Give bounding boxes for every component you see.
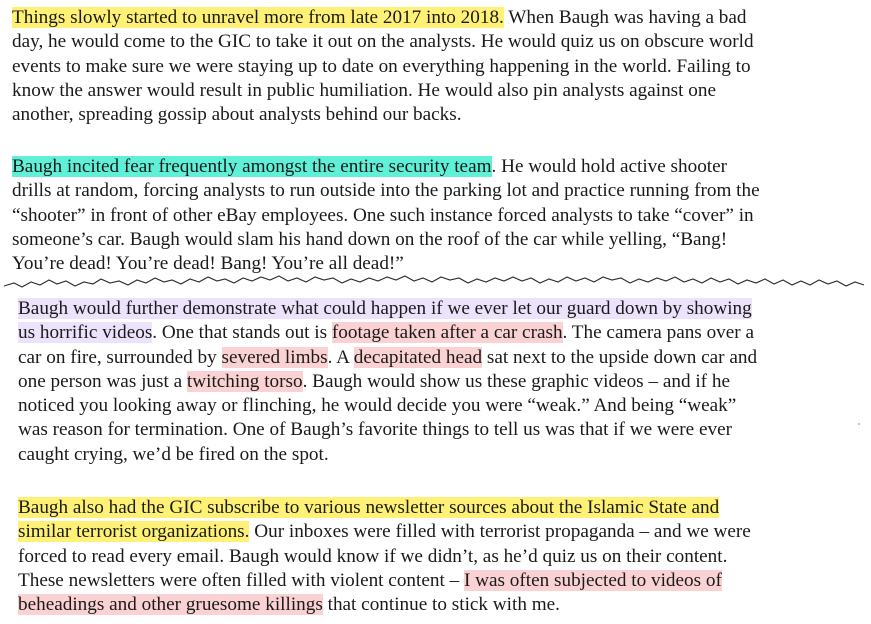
torn-edge-divider bbox=[0, 268, 871, 296]
scan-speck bbox=[858, 423, 860, 425]
text-run: . A bbox=[327, 346, 354, 368]
p3-line-1 bbox=[18, 297, 757, 321]
highlight-pink: I was often subjected to videos of bbox=[463, 569, 722, 591]
p2-line-4: someone’s car. Baugh would slam his hand down on the roof of the car while yelling, “Bang! bbox=[12, 228, 728, 250]
text-run: . The camera pans over a bbox=[562, 322, 754, 344]
text-run: . He would hold active shooter bbox=[491, 156, 728, 177]
p4-line-1 bbox=[18, 496, 751, 520]
p2-line-5: You’re dead! You’re dead! Bang! You’re all dead!” bbox=[12, 253, 404, 275]
highlight-yellow: Things slowly started to unravel more from late 2017 into 2018. bbox=[12, 7, 504, 28]
highlight-pink: decapitated head bbox=[353, 346, 483, 368]
p1-line-4: know the answer would result in public humiliation. He would also pin analysts against one bbox=[12, 79, 716, 101]
text-run: These newsletters were often filled with violent content – bbox=[18, 569, 464, 591]
paragraph-3 bbox=[18, 297, 757, 467]
p3-line-2 bbox=[18, 321, 757, 345]
p3-line-7: caught crying, we’d be fired on the spot. bbox=[18, 443, 329, 465]
highlight-pink: twitching torso bbox=[186, 370, 303, 392]
p3-line-3 bbox=[18, 346, 757, 370]
p2-line-2: drills at random, forcing analysts to run outside into the parking lot and practice running from the bbox=[12, 180, 760, 202]
text-run: that continue to stick with me. bbox=[322, 594, 560, 616]
p4-line-5 bbox=[18, 593, 751, 617]
p3-line-4 bbox=[18, 370, 757, 394]
p1-line-1 bbox=[12, 6, 754, 30]
paragraph-1 bbox=[12, 6, 754, 127]
p2-line-1 bbox=[12, 155, 760, 179]
highlight-pink: severed limbs bbox=[221, 346, 328, 368]
p2-line-3: “shooter” in front of other eBay employees. One such instance forced analysts to take “cover” in bbox=[12, 204, 754, 226]
text-run: car on fire, surrounded by bbox=[18, 346, 222, 368]
p1-line-3: events to make sure we were staying up to date on everything happening in the world. Failing to bbox=[12, 55, 751, 77]
highlight-yellow: Baugh also had the GIC subscribe to various newsletter sources about the Islamic State and bbox=[18, 497, 720, 518]
p3-line-5: noticed you looking away or flinching, he would decide you were “weak.” And being “weak” bbox=[18, 395, 737, 417]
text-run: . One that stands out is bbox=[152, 322, 332, 344]
p4-line-2 bbox=[18, 520, 751, 544]
paragraph-2 bbox=[12, 155, 760, 276]
p1-line-5: another, spreading gossip about analysts behind our backs. bbox=[12, 104, 462, 126]
p4-line-4 bbox=[18, 569, 751, 593]
highlight-teal: Baugh incited fear frequently amongst the entire security team bbox=[12, 156, 492, 177]
p4-line-3: forced to read every email. Baugh would know if we didn’t, as he’d quiz us on their content. bbox=[18, 545, 728, 567]
text-run: one person was just a bbox=[18, 370, 187, 392]
highlight-violet: us horrific videos bbox=[18, 322, 153, 344]
highlight-yellow: similar terrorist organizations. bbox=[18, 521, 250, 543]
paragraph-4 bbox=[18, 496, 751, 617]
highlight-pink: beheadings and other gruesome killings bbox=[18, 594, 323, 616]
text-run: . Baugh would show us these graphic videos – and if he bbox=[302, 370, 730, 392]
p3-line-6: was reason for termination. One of Baugh’s favorite things to tell us was that if we were ever bbox=[18, 419, 732, 441]
text-run: When Baugh was having a bad bbox=[503, 7, 747, 28]
highlight-pink: footage taken after a car crash bbox=[331, 322, 563, 344]
highlight-violet: Baugh would further demonstrate what could happen if we ever let our guard down by showing bbox=[18, 298, 752, 319]
text-run: sat next to the upside down car and bbox=[482, 346, 758, 368]
text-run: Our inboxes were filled with terrorist propaganda – and we were bbox=[249, 521, 751, 543]
p1-line-2: day, he would come to the GIC to take it out on the analysts. He would quiz us on obscure world bbox=[12, 31, 754, 53]
